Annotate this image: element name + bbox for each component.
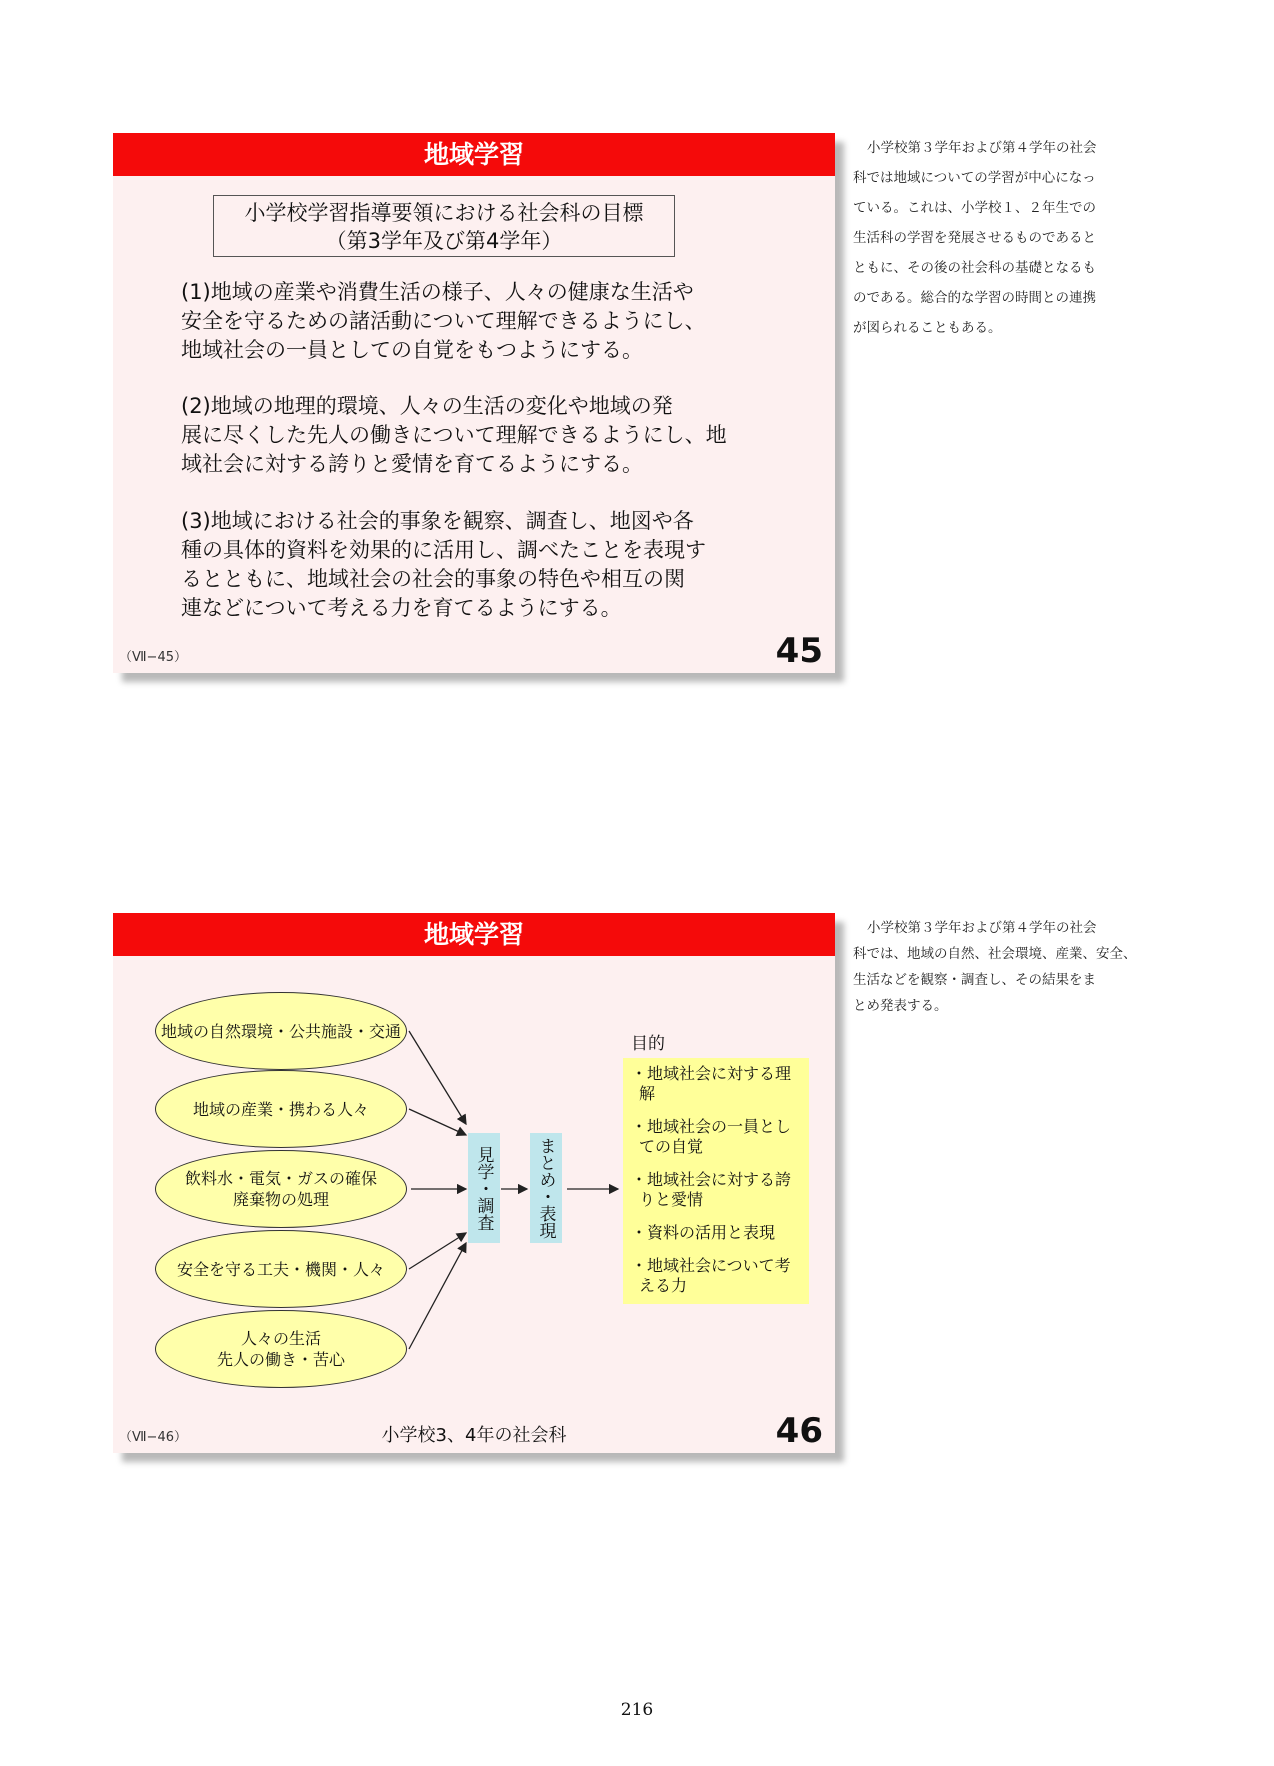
- note-line: とめ発表する。: [853, 998, 948, 1014]
- slide-header: 地域学習: [113, 913, 835, 956]
- objective-line: (3)地域における社会的事象を観察、調査し、地図や各: [181, 509, 694, 533]
- arrow-topic-1: [409, 1031, 466, 1124]
- slide-number: 46: [775, 1411, 823, 1451]
- objective-line: るとともに、地域社会の社会的事象の特色や相互の関: [181, 567, 685, 591]
- goal-item: ・地域社会の一員とし ての自覚: [631, 1117, 792, 1156]
- note-line: 生活科の学習を発展させるものであると: [853, 230, 1096, 246]
- objective-1: [181, 278, 771, 365]
- note-line: 科では、地域の自然、社会環境、産業、安全、: [853, 946, 1137, 962]
- objective-line: (1)地域の産業や消費生活の様子、人々の健康な生活や: [181, 280, 694, 304]
- objective-line: 種の具体的資料を効果的に活用し、調べたことを表現す: [181, 538, 706, 562]
- note-line: 小学校第３学年および第４学年の社会: [867, 140, 1097, 156]
- topic-ellipse: 地域の自然環境・公共施設・交通: [155, 992, 407, 1070]
- note-46: [853, 915, 1143, 1019]
- note-line: 小学校第３学年および第４学年の社会: [867, 920, 1097, 936]
- arrow-topic-5: [409, 1243, 466, 1349]
- topic-ellipse: 地域の産業・携わる人々: [155, 1070, 407, 1148]
- boxed-title-line: 小学校学習指導要領における社会科の目標: [244, 201, 644, 225]
- slide-45: [113, 133, 835, 673]
- note-line: 科では地域についての学習が中心になっ: [853, 170, 1096, 186]
- objective-line: 連などについて考える力を育てるようにする。: [181, 596, 622, 620]
- objective-line: 域社会に対する誇りと愛情を育てるようにする。: [181, 452, 643, 476]
- page-number: 216: [620, 1700, 654, 1720]
- goal-label: 目的: [631, 1034, 665, 1054]
- slide-46: [113, 913, 835, 1453]
- note-line: ている。これは、小学校１、２年生での: [853, 200, 1096, 216]
- goal-item: ・地域社会に対する誇 りと愛情: [631, 1170, 792, 1209]
- goal-item: ・資料の活用と表現: [631, 1223, 776, 1242]
- objective-3: [181, 507, 771, 623]
- slide-footer: 小学校3、4年の社会科: [381, 1425, 567, 1446]
- step-summary: まとめ・表現: [530, 1133, 562, 1243]
- slide-code: （Ⅶ−46）: [119, 1430, 187, 1445]
- note-45: [853, 133, 1143, 343]
- boxed-title: [213, 195, 675, 257]
- goal-item: ・地域社会に対する理 解: [631, 1064, 792, 1103]
- arrow-topic-2: [409, 1109, 466, 1135]
- slide-number: 45: [775, 631, 823, 671]
- objective-line: 安全を守るための諸活動について理解できるようにし、: [181, 309, 706, 333]
- goals-box: [623, 1058, 809, 1304]
- topic-ellipse: 飲料水・電気・ガスの確保 廃棄物の処理: [155, 1150, 407, 1228]
- note-line: が図られることもある。: [853, 320, 1002, 336]
- boxed-title-line: （第3学年及び第4学年）: [325, 229, 563, 253]
- note-line: ともに、その後の社会科の基礎となるも: [853, 260, 1096, 276]
- note-line: のである。総合的な学習の時間との連携: [853, 290, 1096, 306]
- objective-line: 地域社会の一員としての自覚をもつようにする。: [181, 338, 643, 362]
- step-survey: 見学・調査: [468, 1133, 500, 1243]
- topic-ellipse: 安全を守る工夫・機関・人々: [155, 1230, 407, 1308]
- slide-header: 地域学習: [113, 133, 835, 176]
- topic-ellipse: 人々の生活 先人の働き・苦心: [155, 1310, 407, 1388]
- note-line: 生活などを観察・調査し、その結果をま: [853, 972, 1096, 988]
- objective-line: (2)地域の地理的環境、人々の生活の変化や地域の発: [181, 394, 673, 418]
- slide-code: （Ⅶ−45）: [119, 650, 187, 665]
- arrow-topic-4: [409, 1233, 466, 1269]
- goal-item: ・地域社会について考 える力: [631, 1256, 791, 1295]
- objective-2: [181, 392, 771, 479]
- objective-line: 展に尽くした先人の働きについて理解できるようにし、地: [181, 423, 727, 447]
